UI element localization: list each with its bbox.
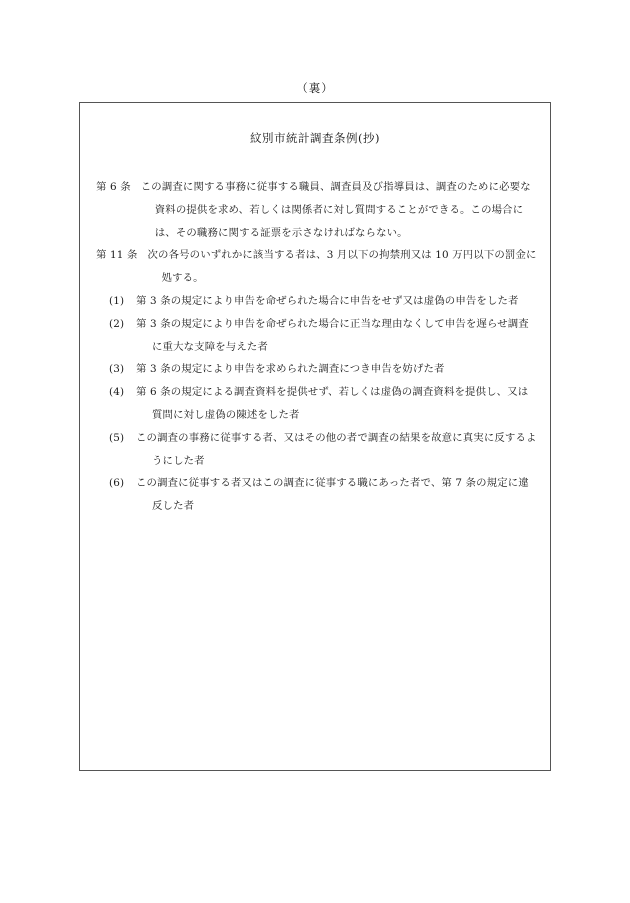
item-text: 第 3 条の規定により申告を求められた調査につき申告を妨げた者 bbox=[136, 363, 445, 376]
article-number: 第 6 条 bbox=[96, 181, 131, 193]
article-11-item-1 bbox=[96, 290, 538, 313]
item-number: (4) bbox=[109, 386, 125, 399]
article-11-item-5 bbox=[96, 427, 538, 473]
article-11-item-2 bbox=[96, 313, 538, 359]
item-text: 第 3 条の規定により申告を命ぜられた場合に正当な理由なくして申告を遅らせ調査に重大な支障を与えた者 bbox=[136, 317, 529, 353]
article-11-item-4 bbox=[96, 381, 538, 427]
item-number: (1) bbox=[109, 294, 125, 307]
article-text: この調査に関する事務に従事する職員、調査員及び指導員は、調査のために必要な資料の提供を求め、若しくは関係者に対し質問することができる。この場合には、その職務に関する証票を示さなければならない。 bbox=[140, 181, 531, 239]
item-text: 第 6 条の規定による調査資料を提供せず、若しくは虚偽の調査資料を提供し、又は質問に対し虚偽の陳述をした者 bbox=[136, 386, 529, 421]
article-number: 第 11 条 bbox=[96, 249, 138, 262]
item-text: この調査に従事する者又はこの調査に従事する職にあった者で、第 7 条の規定に違反した者 bbox=[136, 477, 529, 513]
article-11-item-3 bbox=[96, 358, 538, 381]
item-number: (2) bbox=[109, 317, 125, 330]
item-number: (5) bbox=[109, 431, 125, 444]
item-text: 第 3 条の規定により申告を命ぜられた場合に申告をせず又は虚偽の申告をした者 bbox=[136, 294, 519, 307]
item-number: (6) bbox=[109, 477, 125, 490]
article-text: 次の各号のいずれかに該当する者は、3 月以下の拘禁刑又は 10 万円以下の罰金に処する。 bbox=[147, 249, 537, 285]
article-11 bbox=[96, 244, 538, 290]
article-6 bbox=[96, 176, 538, 244]
document-title: 紋別市統計調査条例(抄) bbox=[250, 131, 380, 145]
item-text: この調査の事務に従事する者、又はその他の者で調査の結果を故意に真実に反するようにした者 bbox=[136, 431, 537, 467]
document-body bbox=[96, 176, 538, 518]
article-11-item-6 bbox=[96, 472, 538, 518]
page-side-label: （裏） bbox=[296, 81, 334, 95]
item-number: (3) bbox=[109, 363, 125, 376]
